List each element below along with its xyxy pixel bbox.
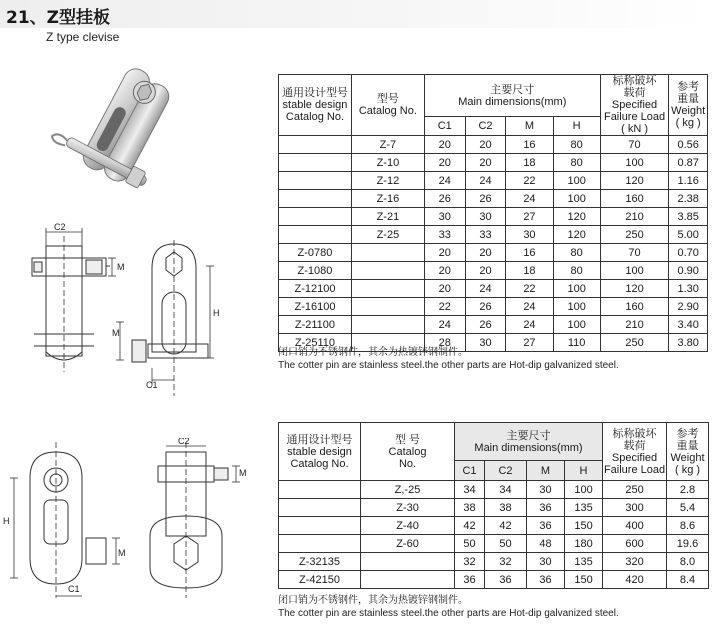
cell-design <box>279 499 361 517</box>
table-1-header-load: 标称破坏 载荷 Specified Failure Load ( kN ) <box>600 75 669 136</box>
cell-design: Z-0780 <box>279 244 352 262</box>
cell-c1: 20 <box>424 154 465 172</box>
drawing-2-h-label: H <box>3 516 10 526</box>
cell-c1: 22 <box>424 298 465 316</box>
cell-c1: 36 <box>455 571 485 589</box>
page-subtitle: Z type clevise <box>46 30 120 44</box>
cell-design <box>279 172 352 190</box>
cell-design <box>279 190 352 208</box>
cell-design: Z-16100 <box>279 298 352 316</box>
cell-catalog: Z-60 <box>361 535 455 553</box>
cell-m: 36 <box>527 517 565 535</box>
cell-h: 100 <box>553 190 600 208</box>
cell-m: 22 <box>506 172 553 190</box>
spec-table-2 <box>278 422 709 589</box>
cell-weight: 19.6 <box>667 535 709 553</box>
cell-weight: 0.87 <box>669 154 708 172</box>
cell-design: Z-1080 <box>279 262 352 280</box>
cell-m: 30 <box>527 481 565 499</box>
cell-catalog <box>361 571 455 589</box>
cell-h: 100 <box>553 172 600 190</box>
cell-c2: 33 <box>465 226 506 244</box>
cell-m: 18 <box>506 262 553 280</box>
cell-catalog <box>351 280 424 298</box>
drawing-1-m-label: M <box>117 262 124 272</box>
cell-m: 48 <box>527 535 565 553</box>
table-2-header-catalog: 型 号 Catalog No. <box>361 423 455 481</box>
table-row <box>279 280 708 298</box>
cell-c2: 26 <box>465 316 506 334</box>
cell-catalog: Z-25 <box>351 226 424 244</box>
table-1-header-dims: 主要尺寸 Main dimensions(mm) <box>424 75 600 117</box>
cell-c1: 20 <box>424 262 465 280</box>
table-row <box>279 535 709 553</box>
table-1-header-weight: 参考 重量 Weight ( kg ) <box>669 75 708 136</box>
table-1-note-en: The cotter pin are stainless steel.the other parts are Hot-dip galvanized steel. <box>278 360 619 371</box>
cell-c2: 50 <box>485 535 527 553</box>
cell-catalog: Z-40 <box>361 517 455 535</box>
cell-m: 27 <box>506 208 553 226</box>
cell-catalog <box>351 262 424 280</box>
cell-m: 16 <box>506 136 553 154</box>
table-row <box>279 208 708 226</box>
cell-c1: 34 <box>455 481 485 499</box>
cell-load: 300 <box>603 499 667 517</box>
cell-c1: 42 <box>455 517 485 535</box>
table-row <box>279 481 709 499</box>
cell-design: Z-12100 <box>279 280 352 298</box>
drawing-2-m-label: M <box>118 548 126 558</box>
cell-design: Z-42150 <box>279 571 361 589</box>
cell-m: 36 <box>527 571 565 589</box>
cell-design <box>279 535 361 553</box>
cell-c2: 38 <box>485 499 527 517</box>
drawing-2-side-view <box>140 438 252 604</box>
cell-load: 70 <box>600 244 669 262</box>
cell-load: 160 <box>600 190 669 208</box>
table-1-header-h: H <box>553 117 600 136</box>
cell-load: 120 <box>600 172 669 190</box>
cell-c2: 24 <box>465 172 506 190</box>
cell-design <box>279 154 352 172</box>
cell-catalog: Z-16 <box>351 190 424 208</box>
cell-design <box>279 208 352 226</box>
table-2-header-h: H <box>565 461 603 481</box>
cell-h: 135 <box>565 553 603 571</box>
cell-m: 30 <box>527 553 565 571</box>
table-row <box>279 298 708 316</box>
table-2-note-en: The cotter pin are stainless steel.the other parts are Hot-dip galvanized steel. <box>278 608 619 619</box>
cell-design: Z-25110 <box>279 334 352 352</box>
cell-m: 30 <box>506 226 553 244</box>
cell-weight: 1.16 <box>669 172 708 190</box>
cell-c1: 20 <box>424 280 465 298</box>
cell-weight: 2.8 <box>667 481 709 499</box>
cell-h: 100 <box>553 280 600 298</box>
cell-catalog <box>351 244 424 262</box>
cell-load: 210 <box>600 208 669 226</box>
cell-c1: 33 <box>424 226 465 244</box>
drawing-1-h-label: H <box>213 308 220 318</box>
cell-design <box>279 481 361 499</box>
cell-c1: 28 <box>424 334 465 352</box>
table-2-header-c2: C2 <box>485 461 527 481</box>
cell-load: 420 <box>603 571 667 589</box>
cell-c2: 20 <box>465 136 506 154</box>
cell-weight: 8.6 <box>667 517 709 535</box>
clevis-photo <box>50 64 210 196</box>
cell-c1: 26 <box>424 190 465 208</box>
cell-weight: 5.00 <box>669 226 708 244</box>
table-row <box>279 262 708 280</box>
cell-weight: 8.4 <box>667 571 709 589</box>
table-1-header-row <box>279 75 708 117</box>
cell-h: 180 <box>565 535 603 553</box>
cell-design: Z-32135 <box>279 553 361 571</box>
cell-design: Z-21100 <box>279 316 352 334</box>
cell-h: 135 <box>565 499 603 517</box>
table-row <box>279 136 708 154</box>
cell-load: 400 <box>603 517 667 535</box>
cell-weight: 3.85 <box>669 208 708 226</box>
cell-catalog: Z-7 <box>351 136 424 154</box>
cell-c1: 30 <box>424 208 465 226</box>
cell-c2: 24 <box>465 280 506 298</box>
cell-load: 250 <box>600 334 669 352</box>
table-row <box>279 226 708 244</box>
drawing-1-m2-label: M <box>112 328 120 338</box>
cell-m: 18 <box>506 154 553 172</box>
cell-m: 22 <box>506 280 553 298</box>
cell-weight: 0.70 <box>669 244 708 262</box>
table-row <box>279 517 709 535</box>
table-1-note-cn: 闭口销为不锈钢件，其余为热镀锌钢制件。 <box>278 347 468 358</box>
table-row <box>279 571 709 589</box>
cell-weight: 2.90 <box>669 298 708 316</box>
cell-catalog <box>351 316 424 334</box>
cell-c1: 38 <box>455 499 485 517</box>
cell-h: 80 <box>553 262 600 280</box>
cell-load: 210 <box>600 316 669 334</box>
cell-h: 100 <box>553 298 600 316</box>
cell-h: 120 <box>553 226 600 244</box>
cell-weight: 3.80 <box>669 334 708 352</box>
cell-load: 250 <box>600 226 669 244</box>
table-2-header-weight: 参考 重量 Weight ( kg ) <box>667 423 709 481</box>
spec-table-1 <box>278 74 708 352</box>
table-row <box>279 553 709 571</box>
table-2-header-dims: 主要尺寸 Main dimensions(mm) <box>455 423 603 461</box>
cell-h: 120 <box>553 208 600 226</box>
cell-weight: 0.90 <box>669 262 708 280</box>
drawing-2-front-view <box>0 438 128 604</box>
table-2-header-design: 通用设计型号 stable design Catalog No. <box>279 423 361 481</box>
cell-weight: 1.30 <box>669 280 708 298</box>
drawing-2-c2-label: C2 <box>178 438 190 446</box>
table-row <box>279 190 708 208</box>
cell-design <box>279 517 361 535</box>
cell-catalog <box>351 298 424 316</box>
table-row <box>279 316 708 334</box>
cell-weight: 2.38 <box>669 190 708 208</box>
cell-c2: 20 <box>465 244 506 262</box>
table-2-header-c1: C1 <box>455 461 485 481</box>
drawing-1-c2-label: C2 <box>54 222 66 232</box>
drawing-1-side-view <box>20 222 124 394</box>
cell-c1: 50 <box>455 535 485 553</box>
table-1-header-catalog: 型号 Catalog No. <box>351 75 424 136</box>
cell-m: 27 <box>506 334 553 352</box>
cell-catalog: Z-30 <box>361 499 455 517</box>
cell-m: 24 <box>506 190 553 208</box>
table-1-header-m: M <box>506 117 553 136</box>
cell-catalog: Z-12 <box>351 172 424 190</box>
drawing-1-front-view <box>112 240 224 398</box>
cell-c2: 36 <box>485 571 527 589</box>
cell-c2: 26 <box>465 298 506 316</box>
cell-load: 250 <box>603 481 667 499</box>
cell-load: 160 <box>600 298 669 316</box>
table-row <box>279 499 709 517</box>
page-title: 21、Z型挂板 <box>6 8 110 28</box>
cell-h: 100 <box>565 481 603 499</box>
cell-h: 100 <box>553 316 600 334</box>
cell-catalog <box>361 553 455 571</box>
drawing-2-c1-label: C1 <box>68 584 80 594</box>
cell-c2: 26 <box>465 190 506 208</box>
cell-catalog: Z-10 <box>351 154 424 172</box>
cell-weight: 0.56 <box>669 136 708 154</box>
table-row <box>279 154 708 172</box>
cell-load: 320 <box>603 553 667 571</box>
table-2-header-m: M <box>527 461 565 481</box>
drawing-1-c1-label: C1 <box>146 380 158 390</box>
cell-h: 150 <box>565 571 603 589</box>
table-1-header-c2: C2 <box>465 117 506 136</box>
cell-load: 120 <box>600 280 669 298</box>
table-2-note-cn: 闭口销为不锈钢件，其余为热镀锌钢制件。 <box>278 595 468 606</box>
table-1-header-design: 通用设计型号 stable design Catalog No. <box>279 75 352 136</box>
cell-weight: 3.40 <box>669 316 708 334</box>
table-2-header-row <box>279 423 709 461</box>
cell-h: 150 <box>565 517 603 535</box>
cell-catalog: Z,-25 <box>361 481 455 499</box>
cell-c1: 24 <box>424 172 465 190</box>
cell-c2: 30 <box>465 208 506 226</box>
table-row <box>279 244 708 262</box>
table-1-header-c1: C1 <box>424 117 465 136</box>
table-2-header-load: 标称破坏 载荷 Specified Failure Load <box>603 423 667 481</box>
table-1-note <box>278 346 619 372</box>
cell-load: 100 <box>600 154 669 172</box>
cell-c2: 32 <box>485 553 527 571</box>
cell-weight: 8.0 <box>667 553 709 571</box>
cell-m: 36 <box>527 499 565 517</box>
cell-design <box>279 136 352 154</box>
table-2-note <box>278 594 619 620</box>
cell-h: 80 <box>553 244 600 262</box>
cell-m: 16 <box>506 244 553 262</box>
cell-c1: 20 <box>424 244 465 262</box>
cell-h: 110 <box>553 334 600 352</box>
cell-weight: 5.4 <box>667 499 709 517</box>
cell-h: 80 <box>553 136 600 154</box>
cell-c2: 20 <box>465 154 506 172</box>
cell-c1: 24 <box>424 316 465 334</box>
cell-m: 24 <box>506 298 553 316</box>
cell-design <box>279 226 352 244</box>
cell-m: 24 <box>506 316 553 334</box>
drawing-2-m2-label: M <box>239 468 247 478</box>
cell-load: 100 <box>600 262 669 280</box>
cell-h: 80 <box>553 154 600 172</box>
cell-c2: 34 <box>485 481 527 499</box>
cell-c2: 42 <box>485 517 527 535</box>
cell-c1: 20 <box>424 136 465 154</box>
cell-c2: 20 <box>465 262 506 280</box>
table-row <box>279 172 708 190</box>
cell-c2: 30 <box>465 334 506 352</box>
cell-load: 600 <box>603 535 667 553</box>
cell-load: 70 <box>600 136 669 154</box>
cell-c1: 32 <box>455 553 485 571</box>
cell-catalog: Z-21 <box>351 208 424 226</box>
